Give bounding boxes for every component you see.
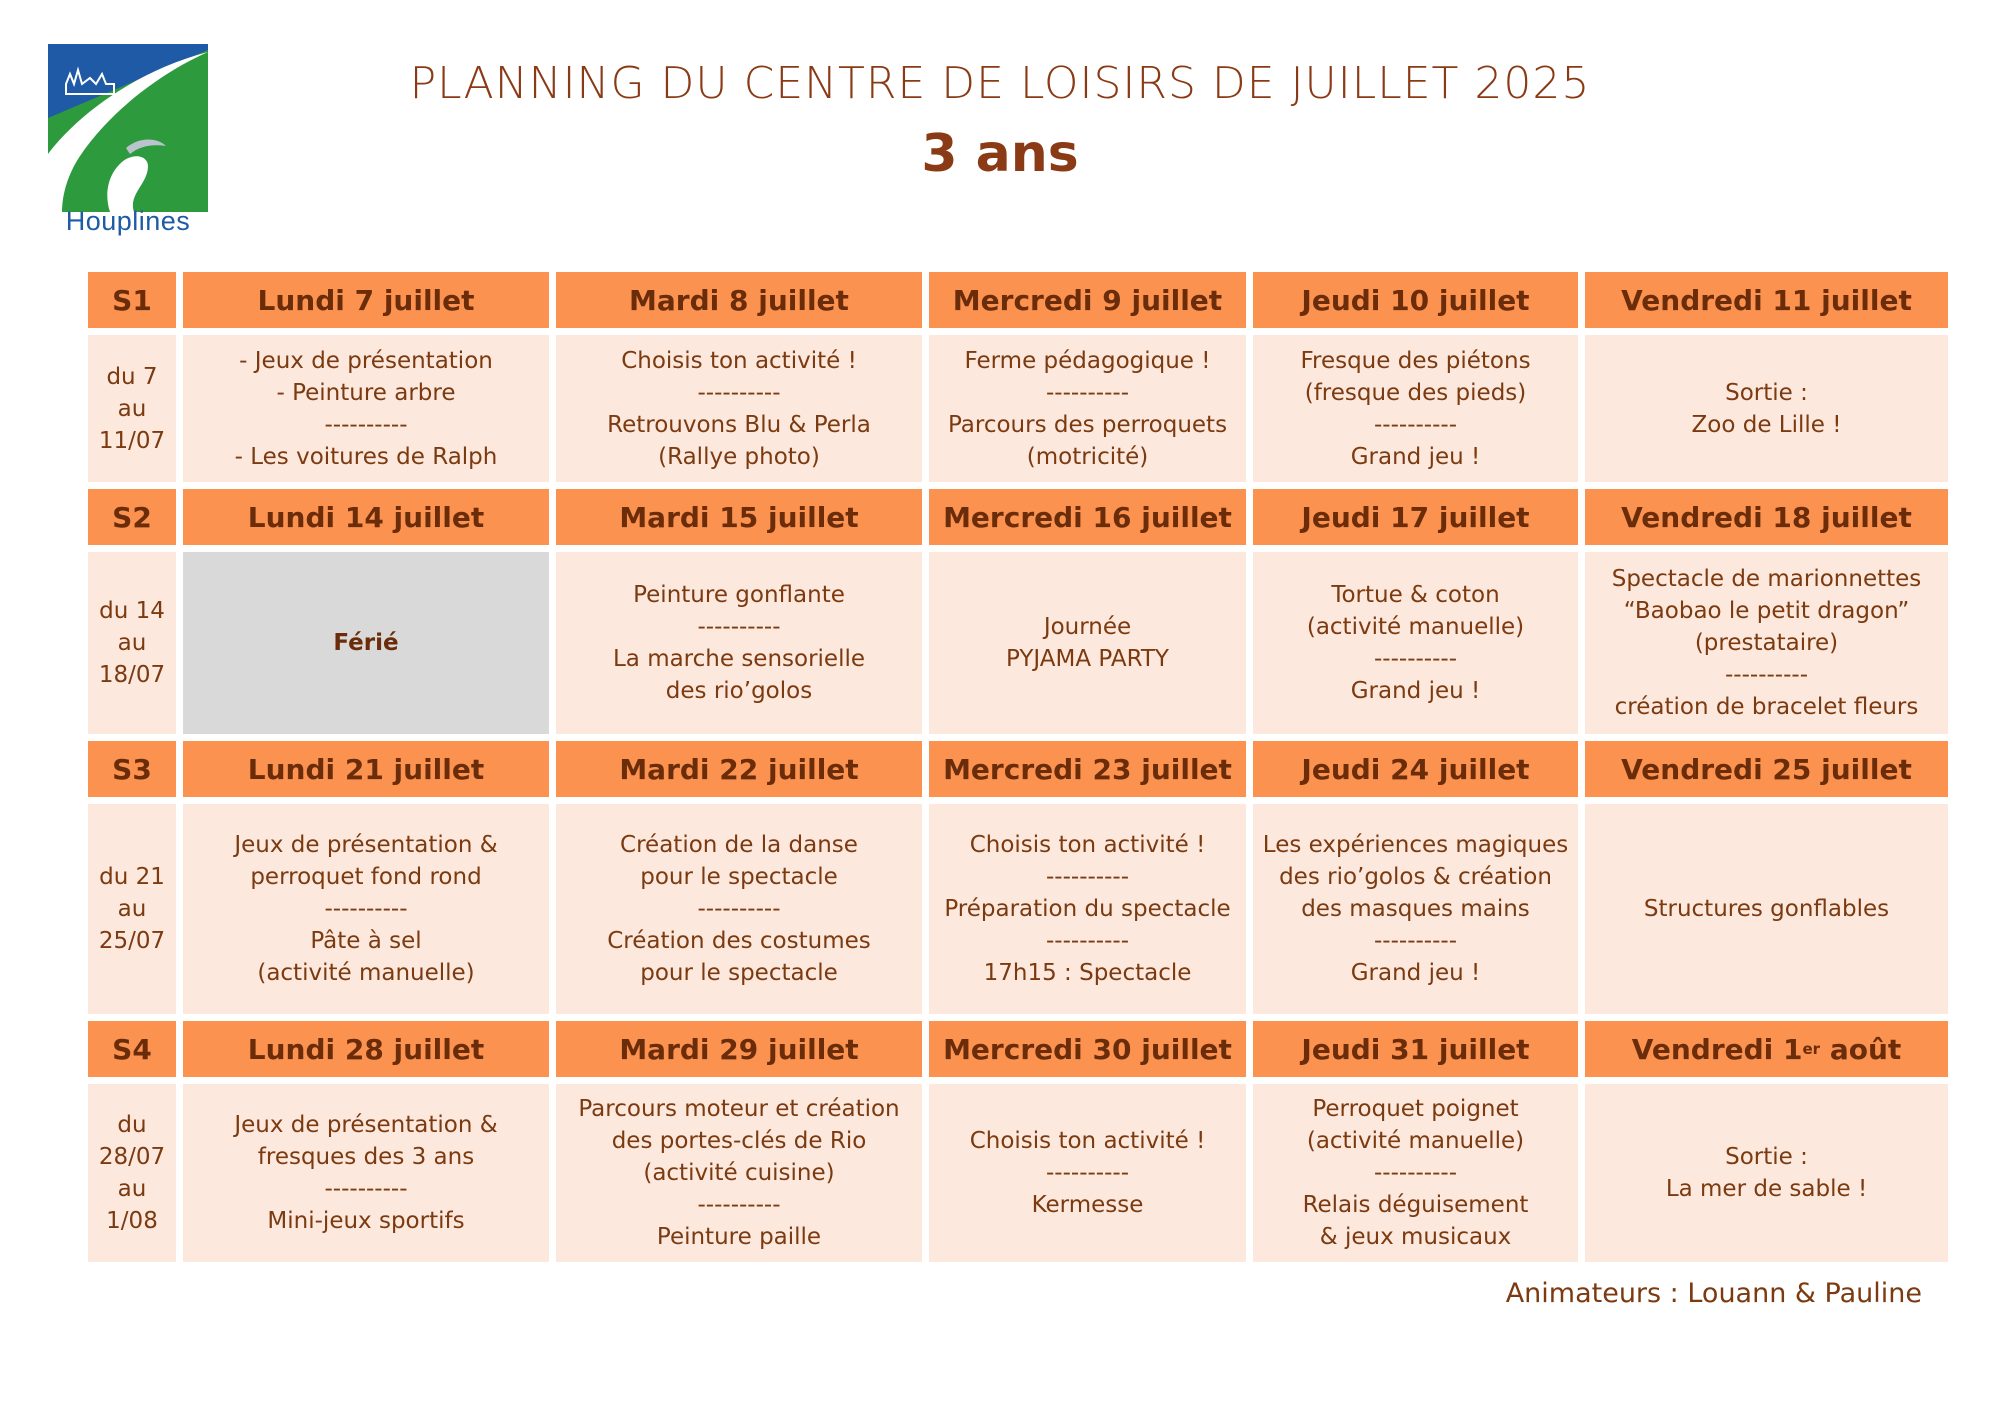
activity-cell: Spectacle de marionnettes “Baobao le petit dragon” (prestataire) ---------- création de bracelet fleurs <box>1585 552 1948 734</box>
day-header: Jeudi 17 juillet <box>1253 489 1578 545</box>
day-header: Vendredi 25 juillet <box>1585 741 1948 797</box>
day-header: Vendredi 11 juillet <box>1585 272 1948 328</box>
day-header: Mercredi 30 juillet <box>929 1021 1246 1077</box>
activity-cell: Peinture gonflante ---------- La marche sensorielle des rio’golos <box>556 552 922 734</box>
week-range: du 21 au 25/07 <box>88 804 176 1014</box>
activity-cell: Tortue & coton (activité manuelle) ---------- Grand jeu ! <box>1253 552 1578 734</box>
page-subtitle: 3 ans <box>921 124 1079 184</box>
animators-credit: Animateurs : Louann & Pauline <box>1505 1278 1922 1309</box>
day-header: Mardi 15 juillet <box>556 489 922 545</box>
planning-table <box>88 272 1928 1262</box>
activity-cell: Sortie : Zoo de Lille ! <box>1585 335 1948 482</box>
day-header: Lundi 21 juillet <box>183 741 549 797</box>
day-header: Mercredi 9 juillet <box>929 272 1246 328</box>
activity-cell: Ferme pédagogique ! ---------- Parcours des perroquets (motricité) <box>929 335 1246 482</box>
activity-cell: - Jeux de présentation - Peinture arbre ---------- - Les voitures de Ralph <box>183 335 549 482</box>
activity-cell: Structures gonflables <box>1585 804 1948 1014</box>
day-header: Mercredi 16 juillet <box>929 489 1246 545</box>
week-label: S2 <box>88 489 176 545</box>
activity-cell: Les expériences magiques des rio’golos & création des masques mains ---------- Grand jeu ! <box>1253 804 1578 1014</box>
day-header: Lundi 14 juillet <box>183 489 549 545</box>
day-header: Lundi 7 juillet <box>183 272 549 328</box>
day-header: Jeudi 24 juillet <box>1253 741 1578 797</box>
holiday-cell: Férié <box>183 552 549 734</box>
day-header: Mardi 22 juillet <box>556 741 922 797</box>
week-range: du 28/07 au 1/08 <box>88 1084 176 1262</box>
activity-cell: Choisis ton activité ! ---------- Retrouvons Blu & Perla (Rallye photo) <box>556 335 922 482</box>
activity-cell: Perroquet poignet (activité manuelle) ---------- Relais déguisement & jeux musicaux <box>1253 1084 1578 1262</box>
day-header: Lundi 28 juillet <box>183 1021 549 1077</box>
day-header: Mercredi 23 juillet <box>929 741 1246 797</box>
activity-cell: Choisis ton activité ! ---------- Préparation du spectacle ---------- 17h15 : Spectacle <box>929 804 1246 1014</box>
day-header: Mardi 29 juillet <box>556 1021 922 1077</box>
week-label: S1 <box>88 272 176 328</box>
activity-cell: Création de la danse pour le spectacle ---------- Création des costumes pour le spectacle <box>556 804 922 1014</box>
day-header: Vendredi 18 juillet <box>1585 489 1948 545</box>
page-title: PLANNING DU CENTRE DE LOISIRS DE JUILLET 2025 <box>409 58 1591 109</box>
week-range: du 14 au 18/07 <box>88 552 176 734</box>
week-label: S4 <box>88 1021 176 1077</box>
activity-cell: Jeux de présentation & fresques des 3 ans ---------- Mini-jeux sportifs <box>183 1084 549 1262</box>
day-header: Vendredi 1 er août <box>1585 1021 1948 1077</box>
activity-cell: Choisis ton activité ! ---------- Kermesse <box>929 1084 1246 1262</box>
day-header: Jeudi 10 juillet <box>1253 272 1578 328</box>
activity-cell: Fresque des piétons (fresque des pieds) ---------- Grand jeu ! <box>1253 335 1578 482</box>
activity-cell: Sortie : La mer de sable ! <box>1585 1084 1948 1262</box>
activity-cell: Journée PYJAMA PARTY <box>929 552 1246 734</box>
week-label: S3 <box>88 741 176 797</box>
activity-cell: Jeux de présentation & perroquet fond rond ---------- Pâte à sel (activité manuelle) <box>183 804 549 1014</box>
activity-cell: Parcours moteur et création des portes-clés de Rio (activité cuisine) ---------- Peinture paille <box>556 1084 922 1262</box>
day-header: Mardi 8 juillet <box>556 272 922 328</box>
week-range: du 7 au 11/07 <box>88 335 176 482</box>
day-header: Jeudi 31 juillet <box>1253 1021 1578 1077</box>
logo-text: Houplines <box>65 206 191 236</box>
